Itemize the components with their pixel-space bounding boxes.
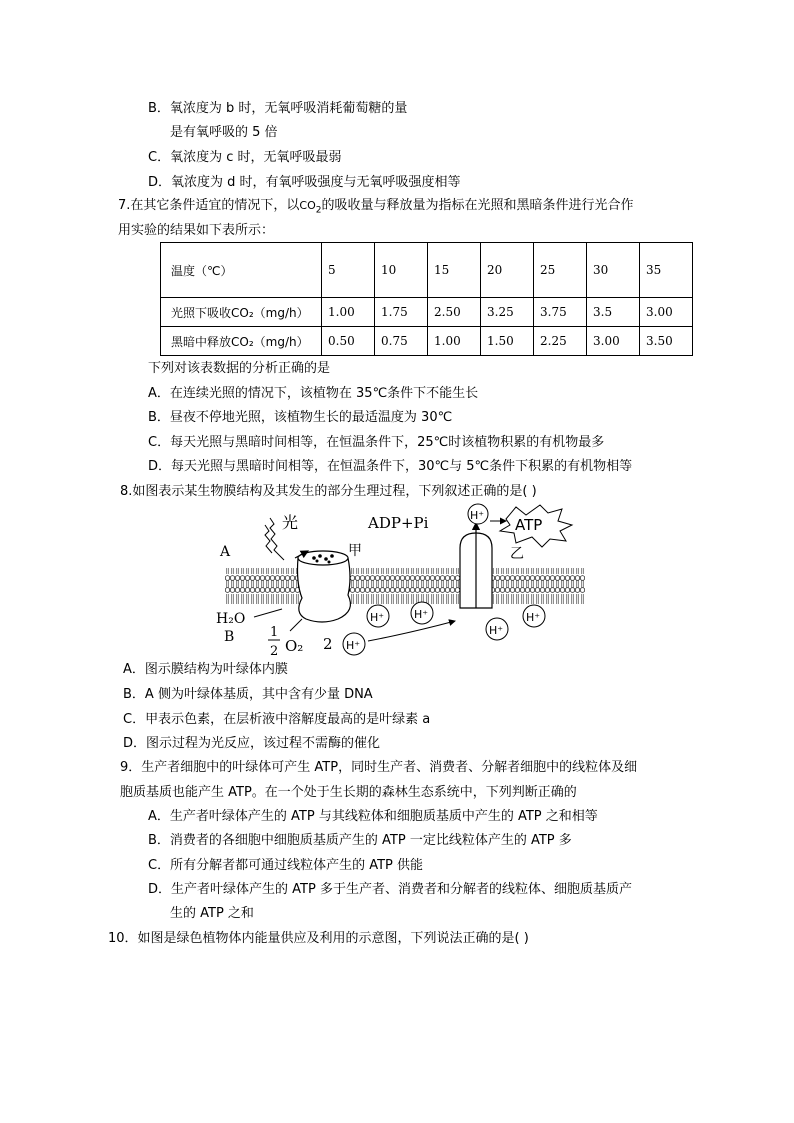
table-cell: 30 bbox=[587, 243, 640, 298]
q7-option-c: C．每天光照与黑暗时间相等，在恒温条件下，25℃时该植物积累的有机物最多 bbox=[148, 435, 605, 450]
yi-label: 乙 bbox=[510, 546, 524, 562]
h-ion-label: H⁺ bbox=[346, 639, 361, 652]
q6-option-b-line1: B．氧浓度为 b 时，无氧呼吸消耗葡萄糖的量 bbox=[148, 101, 408, 116]
q7-prompt: 下列对该表数据的分析正确的是 bbox=[148, 361, 331, 376]
h2o-label: H₂O bbox=[216, 611, 246, 627]
table-cell: 3.5 bbox=[587, 298, 640, 327]
q7-option-a: A．在连续光照的情况下，该植物在 35℃条件下不能生长 bbox=[148, 386, 479, 401]
table-row-label: 光照下吸收CO₂（mg/h） bbox=[161, 298, 322, 327]
protein-yi bbox=[460, 523, 492, 608]
protein-jia bbox=[298, 551, 351, 622]
q10-stem: 10．如图是绿色植物体内能量供应及利用的示意图，下列说法正确的是( ) bbox=[108, 931, 529, 946]
h-ion-label: H⁺ bbox=[489, 624, 504, 637]
q9-option-c: C．所有分解者都可通过线粒体产生的 ATP 供能 bbox=[148, 858, 424, 873]
h-ion-label: H⁺ bbox=[526, 611, 541, 624]
table-cell: 25 bbox=[534, 243, 587, 298]
q8-option-a: A．图示膜结构为叶绿体内膜 bbox=[123, 662, 288, 677]
table-cell: 1.00 bbox=[428, 327, 481, 356]
table-cell: 20 bbox=[481, 243, 534, 298]
table-row bbox=[161, 298, 693, 327]
table-header-label: 温度（℃） bbox=[161, 243, 322, 298]
table-cell: 0.75 bbox=[375, 327, 428, 356]
table-cell: 3.25 bbox=[481, 298, 534, 327]
q9-option-d-line1: D．生产者叶绿体产生的 ATP 多于生产者、消费者和分解者的线粒体、细胞质基质产 bbox=[148, 882, 632, 897]
q9-option-b: B．消费者的各细胞中细胞质基质产生的 ATP 一定比线粒体产生的 ATP 多 bbox=[148, 833, 572, 848]
table-cell: 1.50 bbox=[481, 327, 534, 356]
side-b-label: B bbox=[224, 629, 235, 645]
h-ion-label: H⁺ bbox=[370, 611, 385, 624]
table-cell: 35 bbox=[640, 243, 693, 298]
q6-option-d: D．氧浓度为 d 时，有氧呼吸强度与无氧呼吸强度相等 bbox=[148, 175, 461, 190]
table-cell: 1.75 bbox=[375, 298, 428, 327]
lipid-layer-bottom bbox=[225, 586, 585, 604]
table-cell: 15 bbox=[428, 243, 481, 298]
table-row bbox=[161, 243, 693, 298]
membrane-figure bbox=[210, 503, 590, 663]
table-cell: 0.50 bbox=[322, 327, 375, 356]
q7-stem-co2: CO bbox=[299, 199, 316, 212]
table-cell: 3.00 bbox=[640, 298, 693, 327]
table-cell: 10 bbox=[375, 243, 428, 298]
fraction-den: 2 bbox=[270, 644, 279, 659]
q7-data-table bbox=[160, 242, 693, 356]
q7-stem-part-b: 的吸收量与释放量为指标在光照和黑暗条件进行光合作 bbox=[321, 198, 634, 213]
adp-pi-label: ADP+Pi bbox=[368, 514, 429, 532]
fraction-num: 1 bbox=[270, 625, 279, 640]
q9-option-d-line2: 生的 ATP 之和 bbox=[170, 906, 254, 921]
q7-option-d: D．每天光照与黑暗时间相等，在恒温条件下，30℃与 5℃条件下积累的有机物相等 bbox=[148, 459, 633, 474]
h-ion-label: H⁺ bbox=[470, 509, 485, 522]
h-ion-label: H⁺ bbox=[414, 608, 429, 621]
table-cell: 3.50 bbox=[640, 327, 693, 356]
table-cell: 2.25 bbox=[534, 327, 587, 356]
q7-stem-part-a: 7.在其它条件适宜的情况下，以 bbox=[118, 198, 300, 213]
q7-stem-co2-sub: 2 bbox=[315, 205, 322, 216]
table-cell: 2.50 bbox=[428, 298, 481, 327]
q9-option-a: A．生产者叶绿体产生的 ATP 与其线粒体和细胞质基质中产生的 ATP 之和相等 bbox=[148, 809, 598, 824]
table-cell: 3.75 bbox=[534, 298, 587, 327]
table-cell: 3.00 bbox=[587, 327, 640, 356]
h-ion-group bbox=[343, 602, 545, 655]
lipid-layer-top bbox=[225, 568, 585, 586]
q8-option-d: D．图示过程为光反应，该过程不需酶的催化 bbox=[123, 736, 381, 751]
table-cell: 1.00 bbox=[322, 298, 375, 327]
two-label: 2 bbox=[323, 635, 333, 653]
q8-option-b: B．A 侧为叶绿体基质，其中含有少量 DNA bbox=[123, 687, 373, 702]
q7-stem-line2: 用实验的结果如下表所示： bbox=[118, 223, 275, 238]
side-a-label: A bbox=[220, 544, 231, 560]
q6-option-b-line2: 是有氧呼吸的 5 倍 bbox=[170, 125, 278, 140]
o2-label: O₂ bbox=[285, 637, 304, 655]
q8-stem: 8.如图表示某生物膜结构及其发生的部分生理过程，下列叙述正确的是( ) bbox=[120, 484, 537, 499]
q9-stem-line1: 9．生产者细胞中的叶绿体可产生 ATP，同时生产者、消费者、分解者细胞中的线粒体及细 bbox=[120, 760, 638, 775]
q9-stem-line2: 胞质基质也能产生 ATP。在一个处于生长期的森林生态系统中，下列判断正确的 bbox=[120, 785, 577, 800]
table-row-label: 黑暗中释放CO₂（mg/h） bbox=[161, 327, 322, 356]
q7-stem-line1 bbox=[118, 197, 634, 220]
q8-option-c: C．甲表示色素，在层析液中溶解度最高的是叶绿素 a bbox=[123, 712, 431, 727]
table-row bbox=[161, 327, 693, 356]
q6-option-c: C．氧浓度为 c 时，无氧呼吸最弱 bbox=[148, 150, 342, 165]
q7-option-b: B．昼夜不停地光照，该植物生长的最适温度为 30℃ bbox=[148, 410, 453, 425]
table-cell: 5 bbox=[322, 243, 375, 298]
light-label: 光 bbox=[282, 513, 299, 532]
jia-label: 甲 bbox=[348, 543, 362, 559]
atp-label: ATP bbox=[515, 516, 543, 534]
